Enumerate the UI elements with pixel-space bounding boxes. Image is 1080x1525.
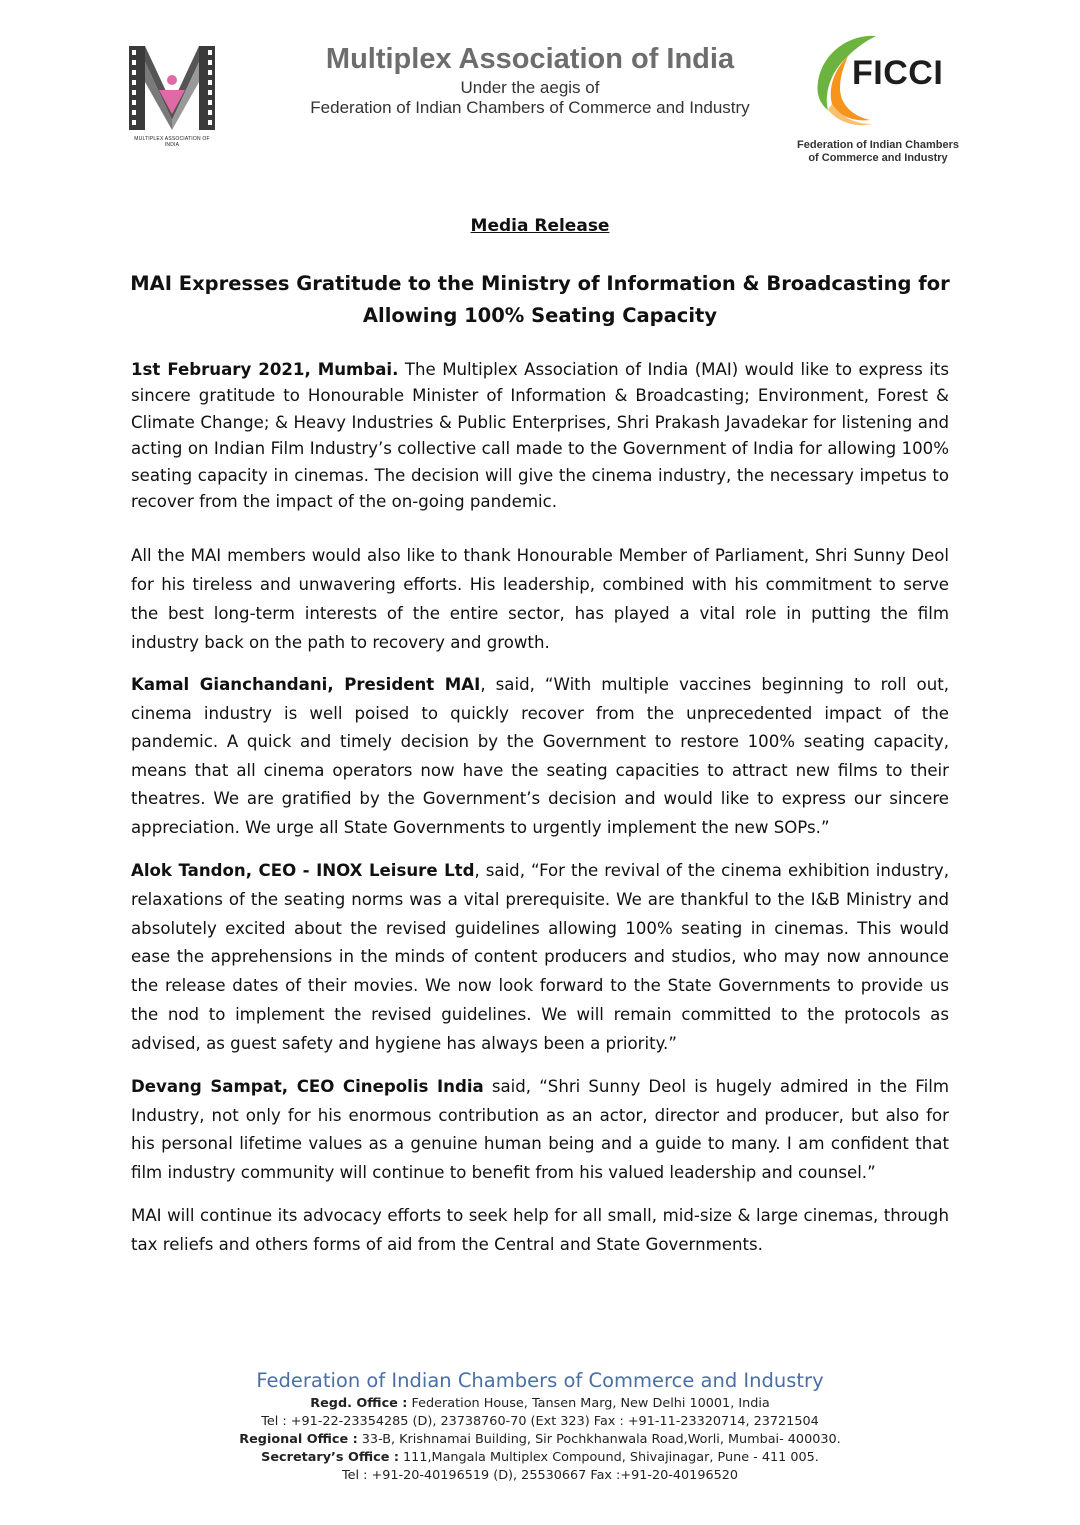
paragraph-5 [131,1073,949,1187]
paragraph-4-text: , said, “For the revival of the cinema exhibition industry, relaxations of the seating norms was a vital prerequisite. We are thankful to the I&B Ministry and absolutely excited about the revised guidelines allowing 100% seating in cinemas. This would ease the apprehensions in the minds of content producers and studios, who may now announce the release dates of their movies. We now look forward to the State Governments to provide us the nod to implement the revised guidelines. We will remain committed to the protocols as advised, as guest safety and hygiene has always been a priority.” [131,861,949,1053]
paragraph-3-text: , said, “With multiple vaccines beginning to roll out, cinema industry is well poised to quickly recover from the unprecedented impact of the pandemic. A quick and timely decision by the Government to restore 100% seating capacity, means that all cinema operators now have the seating capacities to attract new films to their theatres. We are gratified by the Government’s decision and would like to express our sincere appreciation. We urge all State Governments to urgently implement the new SOPs.” [131,675,949,837]
paragraph-1 [131,357,949,515]
ficci-caption-line-1: Federation of Indian Chambers [797,139,959,151]
footer-tel-2: Tel : +91-20-40196519 (D), 25530667 Fax :+91-20-40196520 [341,1468,739,1483]
ficci-logo [797,24,959,174]
mai-logo-mark [127,42,217,134]
footer-regd-office [0,1395,1080,1413]
paragraph-5-text: said, “Shri Sunny Deol is hugely admired in the Film Industry, not only for his enormous contribution as an actor, director and producer, but also for his personal lifetime values as a genuine human being and a guide to many. I am confident that film industry community will continue to benefit from his valued leadership and counsel.” [131,1077,949,1182]
letterhead-title-block [270,42,790,118]
footer-tel-1: Tel : +91-22-23354285 (D), 23738760-70 (Ext 323) Fax : +91-11-23320714, 23721504 [261,1414,819,1429]
headline-line-1: MAI Expresses Gratitude to the Ministry of Information & Broadcasting for [130,272,950,295]
letterhead-title: Multiplex Association of India [325,43,735,75]
footer-secretary-office [0,1449,1080,1467]
paragraph-2 [131,541,949,657]
ficci-caption-line-2: of Commerce and Industry [808,152,948,164]
paragraph-6 [131,1202,949,1259]
paragraph-3 [131,671,949,843]
letterhead-subtitle-2: Federation of Indian Chambers of Commerce and Industry [310,98,750,117]
paragraph-3-lead: Kamal Gianchandani, President MAI [131,675,481,694]
footer [0,1367,1080,1485]
headline [120,268,960,332]
headline-line-2: Allowing 100% Seating Capacity [362,304,718,327]
mai-logo-caption: MULTIPLEX ASSOCIATION OF INDIA [134,136,210,148]
footer-regd-text: Federation House, Tansen Marg, New Delhi 10001, India [407,1396,770,1411]
letterhead-subtitle-1: Under the aegis of [460,78,600,97]
paragraph-5-lead: Devang Sampat, CEO Cinepolis India [131,1077,484,1096]
mai-logo [127,42,217,150]
footer-regional-text: 33-B, Krishnamai Building, Sir Pochkhanwala Road,Worli, Mumbai- 400030. [357,1432,841,1447]
footer-org-name: Federation of Indian Chambers of Commerce and Industry [256,1369,824,1392]
footer-regional-office [0,1431,1080,1449]
ficci-caption [768,139,988,165]
paragraph-4 [131,857,949,1059]
paragraph-1-text: The Multiplex Association of India (MAI) would like to express its sincere gratitude to Honourable Minister of Information & Broadcasting; Environment, Forest & Climate Change; & Heavy Industries & Public Enterprises, Shri Prakash Javadekar for listening and acting on Indian Film Industry’s collective call made to the Government of India for allowing 100% seating capacity in cinemas. The decision will give the cinema industry, the necessary impetus to recover from the impact of the on-going pandemic. [131,360,949,512]
footer-regd-label: Regd. Office : [310,1396,408,1411]
footer-secretary-label: Secretary’s Office : [261,1450,399,1465]
paragraph-2-text: All the MAI members would also like to thank Honourable Member of Parliament, Shri Sunny Deol for his tireless and unwavering efforts. His leadership, combined with his commitment to serve the best long-term interests of the entire sector, has played a vital role in putting the film industry back on the path to recovery and growth. [131,546,949,652]
paragraph-1-lead: 1st February 2021, Mumbai. [131,360,399,379]
footer-regional-label: Regional Office : [239,1432,358,1447]
footer-secretary-text: 111,Mangala Multiplex Compound, Shivajinagar, Pune - 411 005. [398,1450,819,1465]
paragraph-6-text: MAI will continue its advocacy efforts to seek help for all small, mid-size & large cinemas, through tax reliefs and others forms of aid from the Central and State Governments. [131,1206,949,1254]
media-release-label: Media Release [470,216,610,236]
paragraph-4-lead: Alok Tandon, CEO - INOX Leisure Ltd [131,861,475,880]
ficci-wordmark: FICCI [852,54,944,92]
